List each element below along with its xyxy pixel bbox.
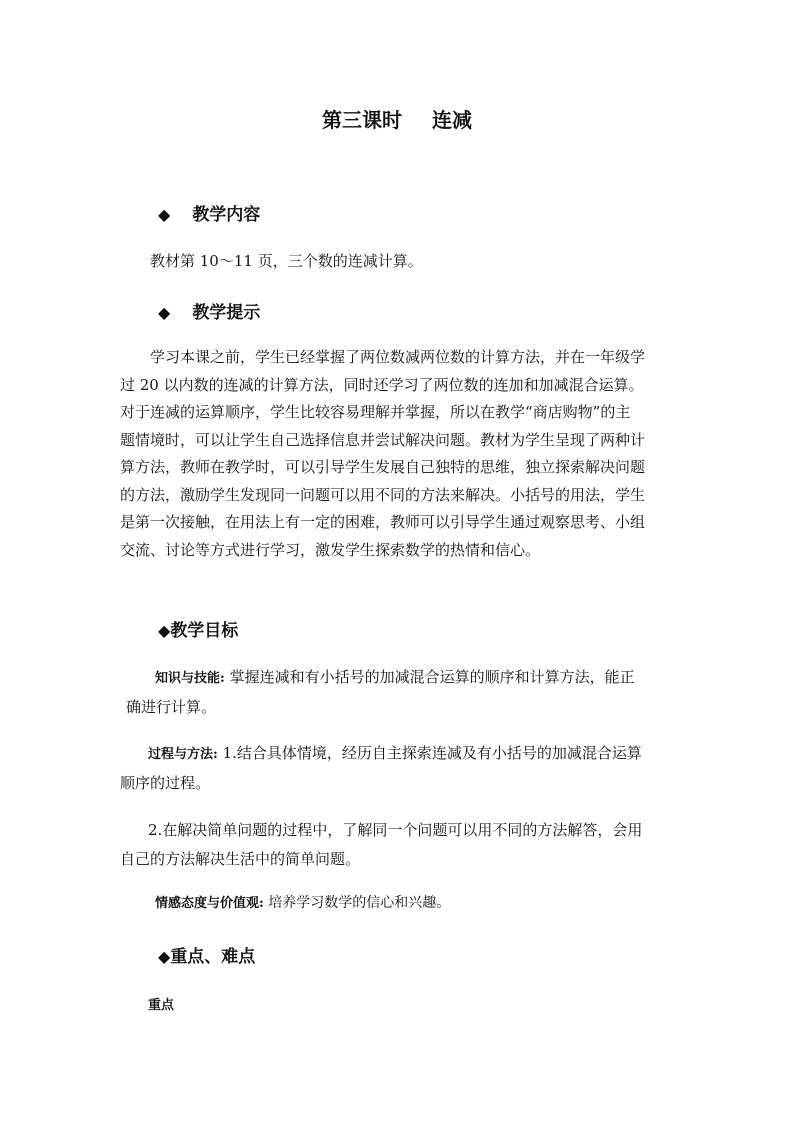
heading-text: 教学目标 (170, 621, 239, 641)
hints-paragraph (120, 344, 676, 564)
diamond-bullet-icon: ◆ (158, 947, 171, 966)
title-topic: 连减 (432, 108, 472, 132)
hints-line: 交流、讨论等方式进行学习，激发学生探索数学的热情和信心。 (120, 540, 541, 559)
diamond-bullet-icon: ◆ (158, 303, 171, 322)
goal-process-line1 (148, 740, 642, 768)
goal-process-text: 1.结合具体情境，经历自主探索连减及有小括号的加减混合运算 (222, 744, 642, 762)
page-title (0, 104, 794, 133)
goal-emotion-text: 培养学习数学的信心和兴趣。 (268, 895, 451, 911)
diamond-bullet-icon: ◆ (158, 621, 171, 640)
section-heading-key (158, 942, 255, 967)
hints-line: 的方法，激励学生发现同一问题可以用不同的方法来解决。小括号的用法，学生 (120, 485, 646, 504)
goal-emotion-line (155, 892, 450, 912)
goal-knowledge-line1 (155, 664, 635, 692)
section-heading-hints (158, 298, 260, 323)
hints-line: 算方法，教师在教学时，可以引导学生发展自己独特的思维，独立探索解决问题 (120, 458, 646, 476)
goal-process-line2: 顺序的过程。 (120, 774, 211, 792)
hints-line: 过 20 以内数的连减的计算方法，同时还学习了两位数的连加和加减混合运算。 (120, 375, 644, 394)
diamond-bullet-icon: ◆ (158, 205, 171, 224)
goal-knowledge-text: 掌握连减和有小括号的加减混合运算的顺序和计算方法，能正 (229, 668, 635, 686)
key-subheading: 重点 (148, 998, 175, 1013)
hints-line: 是第一次接触，在用法上有一定的困难，教师可以引导学生通过观察思考、小组 (120, 513, 646, 531)
hints-line: 对于连减的运算顺序，学生比较容易理解并掌握，所以在教学“商店购物”的主 (120, 403, 631, 421)
goal-process-label: 过程与方法: (148, 747, 218, 762)
title-lesson: 第三课时 (322, 108, 402, 132)
goal-knowledge-line2: 确进行计算。 (126, 698, 217, 716)
goal-process2-line1: 2.在解决简单问题的过程中，了解同一个问题可以用不同的方法解答，会用 (148, 821, 643, 839)
section-heading-goals (158, 616, 238, 641)
content-text: 教材第 10～11 页，三个数的连减计算。 (150, 252, 423, 270)
goal-knowledge-label: 知识与技能: (155, 671, 225, 686)
heading-text: 教学内容 (192, 205, 261, 225)
goal-process2-line2: 自己的方法解决生活中的简单问题。 (120, 850, 361, 868)
heading-text: 教学提示 (192, 303, 261, 323)
section-heading-content (158, 200, 260, 225)
goal-emotion-label: 情感态度与价值观: (155, 896, 264, 911)
hints-line: 学习本课之前，学生已经掌握了两位数减两位数的计算方法，并在一年级学 (150, 348, 646, 366)
heading-text: 重点、难点 (170, 947, 256, 967)
hints-line: 题情境时，可以让学生自己选择信息并尝试解决问题。教材为学生呈现了两种计 (120, 430, 646, 449)
